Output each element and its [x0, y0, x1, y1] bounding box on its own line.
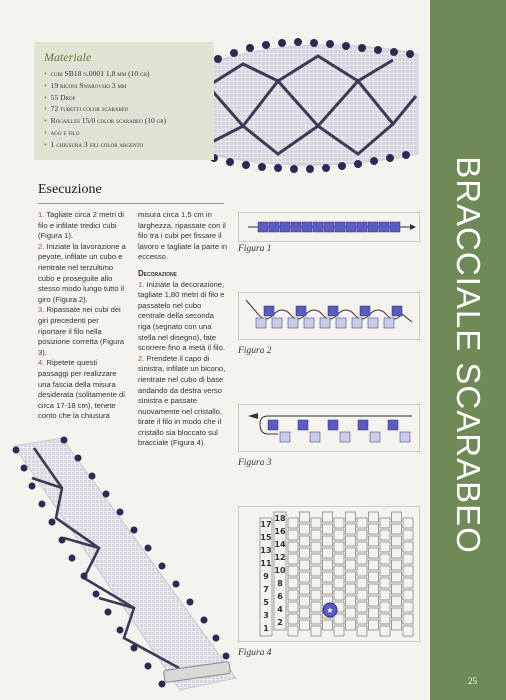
step: 2. Iniziate la lavorazione a peyote, infilate un cubo e rientrate nel terzultimo cubo e proseguite allo stesso modo lungo tutto il giro (Figura 2).: [38, 241, 126, 304]
grid-cube: [380, 602, 390, 612]
figure-4-label: Figura 4: [238, 648, 272, 658]
grid-cube: [288, 590, 298, 600]
grid-cube: [357, 578, 367, 588]
grid-cube: [403, 578, 413, 588]
step: 3. Ripassate nei cubi dei giri precedenti per riportare il filo nella posizione corretta (Figura 3).: [38, 305, 125, 357]
section-divider: [38, 203, 224, 204]
figure-1-diagram: [238, 212, 420, 242]
grid-cube: [300, 548, 310, 558]
grid-cube: [288, 530, 298, 540]
grid-cube: [346, 524, 356, 534]
grid-cube: [323, 524, 333, 534]
grid-cube: [392, 512, 402, 522]
figure-2-diagram: [238, 292, 420, 340]
grid-cube: [392, 548, 402, 558]
grid-cube: [288, 602, 298, 612]
grid-cube: [300, 584, 310, 594]
grid-cube: [300, 596, 310, 606]
grid-cube: [357, 566, 367, 576]
grid-cube: [311, 518, 321, 528]
step: 1. Iniziate la decorazione, tagliate 1,80 metri di filo e passatelo nel cubo centrale della seconda riga (segnato con una stella nel disegno), fate scorrere fino a metà il filo.: [138, 279, 225, 353]
grid-cube: [392, 584, 402, 594]
grid-cube: [311, 566, 321, 576]
grid-cube: [380, 566, 390, 576]
grid-cube: [323, 548, 333, 558]
row-number: 18: [274, 514, 286, 523]
grid-cube: [334, 542, 344, 552]
instructions-column-2: [138, 210, 228, 449]
bracelet-photo-top: [178, 26, 428, 186]
grid-cube: [334, 590, 344, 600]
row-number: 4: [277, 605, 283, 614]
grid-cube: [403, 626, 413, 636]
grid-cube: [380, 578, 390, 588]
grid-cube: [311, 578, 321, 588]
grid-cube: [369, 524, 379, 534]
grid-cube: [311, 626, 321, 636]
row-number: 10: [274, 566, 286, 575]
materials-heading: Materiale: [44, 50, 92, 64]
row-number: 11: [260, 559, 272, 568]
grid-cube: [403, 518, 413, 528]
grid-cube: [392, 560, 402, 570]
grid-cube: [369, 596, 379, 606]
grid-cube: [288, 566, 298, 576]
grid-cube: [392, 524, 402, 534]
grid-cube: [357, 626, 367, 636]
grid-cube: [346, 608, 356, 618]
grid-cube: [300, 572, 310, 582]
grid-cube: [380, 590, 390, 600]
grid-cube: [369, 584, 379, 594]
grid-cube: [392, 608, 402, 618]
grid-cube: [380, 518, 390, 528]
grid-cube: [369, 536, 379, 546]
grid-cube: [369, 620, 379, 630]
grid-cube: [334, 554, 344, 564]
grid-cube: [300, 512, 310, 522]
grid-cube: [311, 602, 321, 612]
row-number: 16: [274, 527, 286, 536]
row-number: 2: [277, 618, 283, 627]
grid-cube: [357, 554, 367, 564]
grid-cube: [311, 530, 321, 540]
materials-item: • ago e filo: [44, 127, 80, 137]
grid-cube: [288, 578, 298, 588]
grid-cube: [392, 596, 402, 606]
row-number: 14: [274, 540, 286, 549]
grid-cube: [311, 554, 321, 564]
grid-cube: [346, 560, 356, 570]
grid-cube: [288, 614, 298, 624]
grid-cube: [346, 596, 356, 606]
grid-cube: [380, 626, 390, 636]
grid-cube: [380, 614, 390, 624]
grid-cube: [334, 530, 344, 540]
grid-cube: [288, 518, 298, 528]
grid-cube: [334, 518, 344, 528]
materials-box: [34, 42, 214, 160]
materials-list: [44, 68, 166, 151]
grid-cube: [357, 518, 367, 528]
grid-cube: [311, 614, 321, 624]
page-title: [430, 0, 506, 700]
grid-cube: [369, 548, 379, 558]
grid-cube: [300, 620, 310, 630]
grid-cube: [357, 590, 367, 600]
page-title-text: BRACCIALE SCARABEO: [450, 156, 487, 554]
grid-cube: [323, 560, 333, 570]
row-number: 12: [274, 553, 286, 562]
figure-3-diagram: [238, 404, 420, 452]
grid-cube: [334, 566, 344, 576]
figure-3-label: Figura 3: [238, 458, 272, 468]
grid-cube: [357, 602, 367, 612]
step: 2. Prendete il capo di sinistra, infilate un bicono, rientrate nel cubo di base andando da destra verso sinistra e passate nuovamente nel cristallo, tirate il filo in modo che il cristallo sia bloccato sul bracciale (Figura 4).: [138, 353, 226, 448]
grid-cube: [300, 524, 310, 534]
grid-cube: [403, 542, 413, 552]
grid-cube: [369, 560, 379, 570]
materials-item: • 72 tubetti color scarabeo: [44, 104, 129, 114]
row-number: 9: [263, 572, 269, 581]
grid-cube: [300, 560, 310, 570]
grid-cube: [300, 536, 310, 546]
grid-cube: [334, 578, 344, 588]
grid-cube: [403, 602, 413, 612]
grid-cube: [334, 626, 344, 636]
grid-cube: [403, 614, 413, 624]
bracelet-photo-bottom: [4, 428, 244, 696]
row-number: 13: [260, 546, 272, 555]
section-title: Esecuzione: [38, 182, 102, 197]
grid-cube: [357, 530, 367, 540]
grid-cube: [323, 620, 333, 630]
grid-cube: [311, 590, 321, 600]
grid-cube: [369, 572, 379, 582]
row-number: 3: [263, 611, 269, 620]
grid-cube: [300, 608, 310, 618]
grid-cube: [288, 542, 298, 552]
materials-item: • 55 Drop: [44, 92, 76, 102]
row-number: 17: [260, 520, 272, 529]
grid-cube: [392, 536, 402, 546]
grid-cube: [403, 554, 413, 564]
grid-cube: [334, 614, 344, 624]
figure-1-label: Figura 1: [238, 244, 272, 254]
grid-cube: [346, 512, 356, 522]
grid-cube: [288, 626, 298, 636]
grid-cube: [380, 530, 390, 540]
materials-item: • 1 chiusura 3 fili color argento: [44, 139, 144, 149]
grid-cube: [323, 512, 333, 522]
instructions-column-1: [38, 210, 128, 422]
decoration-heading: Decorazione: [138, 268, 177, 278]
grid-cube: [392, 572, 402, 582]
grid-cube: [346, 572, 356, 582]
grid-cube: [403, 590, 413, 600]
row-number: 8: [277, 579, 283, 588]
materials-item: • cubi SB18 n.0001 1,8 mm (10 gr): [44, 69, 150, 78]
materials-item: • Rocailles 15/0 color scarabeo (10 gr): [44, 116, 167, 126]
row-number: 15: [260, 533, 272, 542]
grid-cube: [392, 620, 402, 630]
grid-cube: [346, 536, 356, 546]
page-number: 25: [468, 676, 477, 686]
grid-cube: [380, 542, 390, 552]
row-number: 6: [277, 592, 283, 601]
grid-cube: [403, 530, 413, 540]
grid-cube: [380, 554, 390, 564]
step: 1. Tagliate circa 2 metri di filo e infilate tredici cubi (Figura 1).: [38, 210, 124, 241]
svg-text:★: ★: [326, 606, 334, 615]
grid-cube: [403, 566, 413, 576]
step-continued: misura circa 1,5 cm in larghezza, ripassate con il filo tra i cubi per fissare il lavoro e tagliate la parte in eccesso.: [138, 210, 228, 262]
grid-cube: [369, 512, 379, 522]
grid-cube: [323, 584, 333, 594]
grid-cube: [346, 584, 356, 594]
step: 4. Ripetete questi passaggi per realizzare una fascia della misura desiderata (solitamente di circa 17-18 cm), tenete conto che la chiusura: [38, 358, 125, 421]
grid-cube: [357, 614, 367, 624]
row-number: 1: [263, 624, 269, 633]
grid-cube: [346, 548, 356, 558]
row-number: 5: [263, 598, 269, 607]
grid-cube: [323, 572, 333, 582]
materials-item: • 19 biconi Swarovski 3 mm: [44, 80, 127, 90]
grid-cube: [311, 542, 321, 552]
row-number: 7: [263, 585, 269, 594]
grid-cube: [323, 536, 333, 546]
grid-cube: [369, 608, 379, 618]
grid-cube: [357, 542, 367, 552]
figure-2-label: Figura 2: [238, 346, 272, 356]
grid-cube: [346, 620, 356, 630]
grid-cube: [288, 554, 298, 564]
